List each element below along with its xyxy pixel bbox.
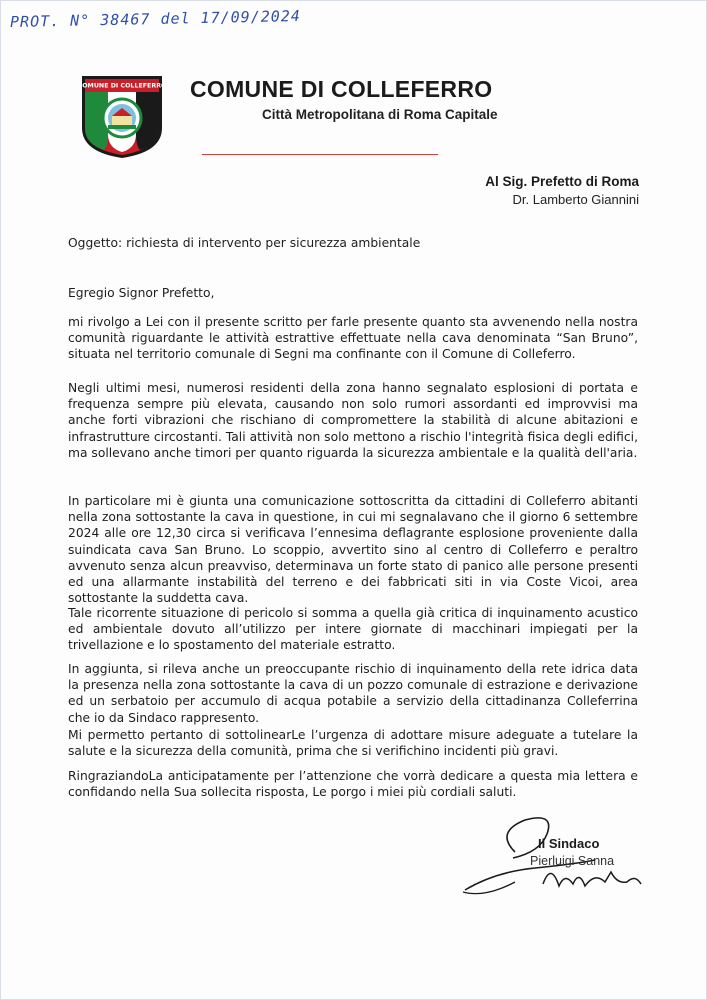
greeting: Egregio Signor Prefetto, (68, 286, 215, 300)
paragraph: In particolare mi è giunta una comunicazione sottoscritta da cittadini di Colleferro abitanti nella zona sottostante la cava in questione, in cui mi segnalavano che il giorno 6 settembre 2024 alle ore 12,30 circa si verificava l’ennesima deflagrante esplosione proveniente dalla suindicata cava San Bruno. Lo scoppio, avvertito sino al centro di Colleferro e peraltro avvenuto senza alcun preavviso, determinava un forte stato di panico alle persone presenti ed una allarmante instabilità del terreno e dei fabbricati siti in via Coste Vicoi, area sottostante la suddetta cava. (68, 494, 638, 606)
subject-line: Oggetto: richiesta di intervento per sicurezza ambientale (68, 236, 421, 250)
signer-role: Il Sindaco (538, 836, 600, 851)
signer-name: Pierluigi Sanna (530, 854, 615, 868)
recipient-block (485, 173, 639, 209)
page-subtitle: Città Metropolitana di Roma Capitale (262, 107, 498, 122)
municipal-crest-logo (78, 72, 166, 160)
paragraph: Tale ricorrente situazione di pericolo si somma a quella già critica di inquinamento acustico ed ambientale dovuto all’utilizzo per intere giornate di macchinari impiegati per la trivellazione e lo spostamento del materiale estratto. (68, 606, 638, 653)
logo-lettering: COMUNE DI COLLEFERRO (78, 82, 166, 90)
paragraph: In aggiunta, si rileva anche un preoccupante rischio di inquinamento della rete idrica data la presenza nella zona sottostante la cava di un pozzo comunale di estrazione e derivazione ed un serbatoio per accumulo di acqua potabile a servizio della cittadinanza Colleferrina che io da Sindaco rappresento. (68, 662, 638, 725)
paragraph: Mi permetto pertanto di sottolinearLe l’urgenza di adottare misure adeguate a tutelare la salute e la sicurezza della comunità, prima che si verifichino incidenti più gravi. (68, 728, 638, 759)
paragraph: mi rivolgo a Lei con il presente scritto per farle presente quanto sta avvenendo nella nostra comunità riguardante le attività estrattive effettuate nella cava denominata “San Bruno”, situata nel territorio comunale di Segni ma confinante con il Comune di Colleferro. (68, 315, 638, 362)
protocol-stamp: PROT. N° 38467 del 17/09/2024 (9, 6, 302, 32)
recipient-name: Dr. Lamberto Giannini (512, 192, 639, 207)
recipient-title: Al Sig. Prefetto di Roma (485, 174, 639, 189)
page-title: COMUNE DI COLLEFERRO (190, 76, 493, 102)
paragraph: Negli ultimi mesi, numerosi residenti della zona hanno segnalato esplosioni di portata e frequenza sempre più elevata, causando non solo rumori assordanti ed improvvisi ma anche forti vibrazioni che rischiano di compromettere la stabilità di alcune abitazioni e infrastrutture circostanti. Tali attività non solo mettono a rischio l'integrità fisica degli edifici, ma sollevano anche timori per quanto riguarda la sicurezza ambientale e la qualità dell'aria. (68, 381, 638, 460)
paragraph: RingraziandoLa anticipatamente per l’attenzione che vorrà dedicare a questa mia lettera e confidando nella Sua sollecita risposta, Le porgo i miei più cordiali saluti. (68, 769, 638, 800)
header-divider (202, 154, 438, 155)
signature-block (530, 835, 614, 869)
